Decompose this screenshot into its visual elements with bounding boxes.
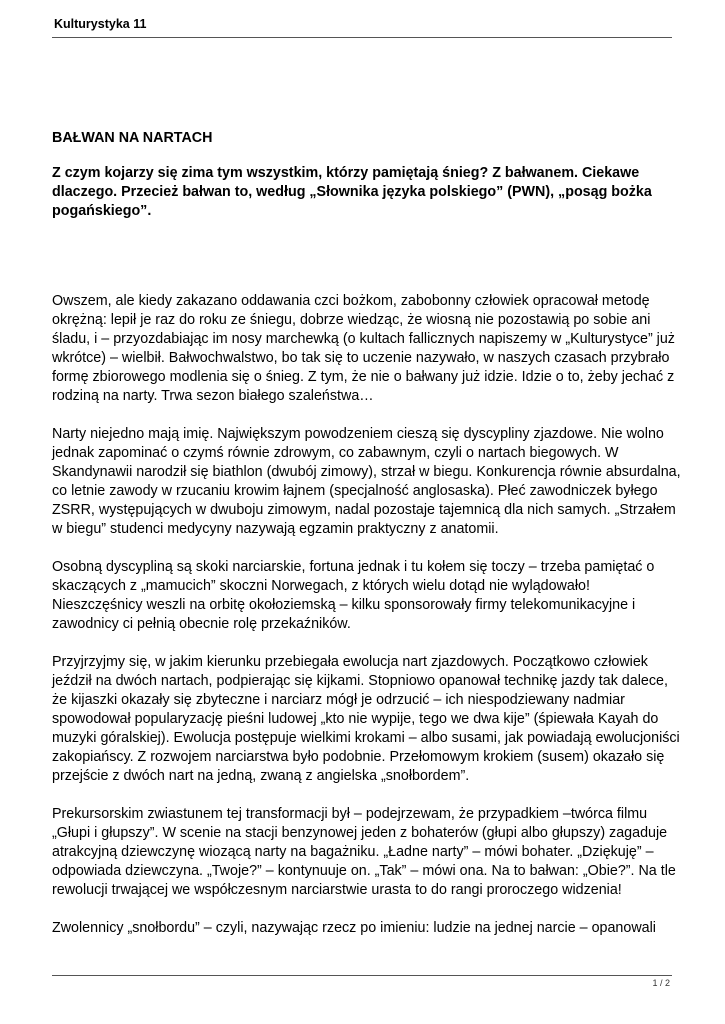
- body-paragraph: Owszem, ale kiedy zakazano oddawania czci bożkom, zabobonny człowiek opracował metodę okrężną: lepił je raz do roku ze śniegu, dobrze wiedząc, że wiosną nie pozostawią po sobie ani śladu, i – przyozdabiając im nosy marchewką (o kultach fallicznych napiszemy w „Kulturystyce” już wkrótce) – wielbił. Bałwochwalstwo, bo tak się to uczenie nazywało, w naszych czasach przybrało formę zbiorowego modlenia się o śnieg. Z tym, że nie o bałwany już idzie. Idzie o to, żeby jechać z rodziną na narty. Trwa sezon białego szaleństwa…: [52, 293, 675, 404]
- body-paragraph: Przyjrzyjmy się, w jakim kierunku przebiegała ewolucja nart zjazdowych. Początkowo człowiek jeździł na dwóch nartach, podpierając się kijkami. Stopniowo opanował technikę jazdy tak dalece, że kijaszki okazały się zbyteczne i narciarz mógł je odrzucić – ich niespodziewany nadmiar spowodował popularyzację pieśni ludowej „kto nie wypije, tego we dwa kije” (śpiewała Kayah do muzyki góralskiej). Ewolucja postępuje wielkimi krokami – albo susami, jak powiadają ewolucjoniści zakopiańscy. Z rozwojem narciarstwa było podobnie. Przełomowym krokiem (susem) okazało się przejście z dwóch nart na jedną, zwaną z angielska „snołbordem”.: [52, 654, 680, 784]
- header-divider: [52, 37, 672, 38]
- footer-divider: [52, 975, 672, 976]
- article-lead: Z czym kojarzy się zima tym wszystkim, którzy pamiętają śnieg? Z bałwanem. Ciekawe dlaczego. Przecież bałwan to, według „Słownika języka polskiego” (PWN), „posąg bożka pogańskiego”.: [52, 165, 652, 219]
- document-header-title: Kulturystyka 11: [54, 17, 147, 31]
- body-paragraph: Narty niejedno mają imię. Największym powodzeniem cieszą się dyscypliny zjazdowe. Nie wolno jednak zapominać o czymś równie zdrowym, co zabawnym, czyli o nartach biegowych. W Skandynawii narodził się biathlon (dwubój zimowy), strzał w biegu. Konkurencja równie absurdalna, co letnie zawody w rzucaniu krowim łajnem (specjalność anglosaska). Płeć zawodniczek byłego ZSRR, występujących w dwuboju zimowym, nadal pozostaje tajemnicą dla nich samych. „Strzałem w biegu” studenci medycyny nazywają egzamin praktyczny z anatomii.: [52, 426, 681, 537]
- body-paragraph: Prekursorskim zwiastunem tej transformacji był – podejrzewam, że przypadkiem –twórca filmu „Głupi i głupszy”. W scenie na stacji benzynowej jeden z bohaterów (głupi albo głupszy) zagaduje atrakcyjną dziewczynę wiozącą narty na bagażniku. „Ładne narty” – mówi bohater. „Dziękuję” – odpowiada dziewczyna. „Twoje?” – kontynuuje on. „Tak” – mówi ona. Na to bałwan: „Obie?”. Na tle rewolucji trwającej we współczesnym narciarstwie urasta to do rangi proroczego widzenia!: [52, 806, 676, 898]
- body-paragraph: Zwolennicy „snołbordu” – czyli, nazywając rzecz po imieniu: ludzie na jednej narcie – opanowali: [52, 920, 656, 936]
- page-number: 1 / 2: [652, 978, 670, 988]
- article-body: [52, 292, 682, 957]
- body-paragraph: Osobną dyscypliną są skoki narciarskie, fortuna jednak i tu kołem się toczy – trzeba pamiętać o skaczących z „mamucich” skoczni Norwegach, z których wielu dotąd nie wylądowało! Nieszczęśnicy weszli na orbitę okołoziemską – kilku sponsorowały firmy telekomunikacyjne i zawodnicy ci pełnią obecnie rolę przekaźników.: [52, 559, 655, 632]
- article-heading: BAŁWAN NA NARTACH: [52, 130, 213, 146]
